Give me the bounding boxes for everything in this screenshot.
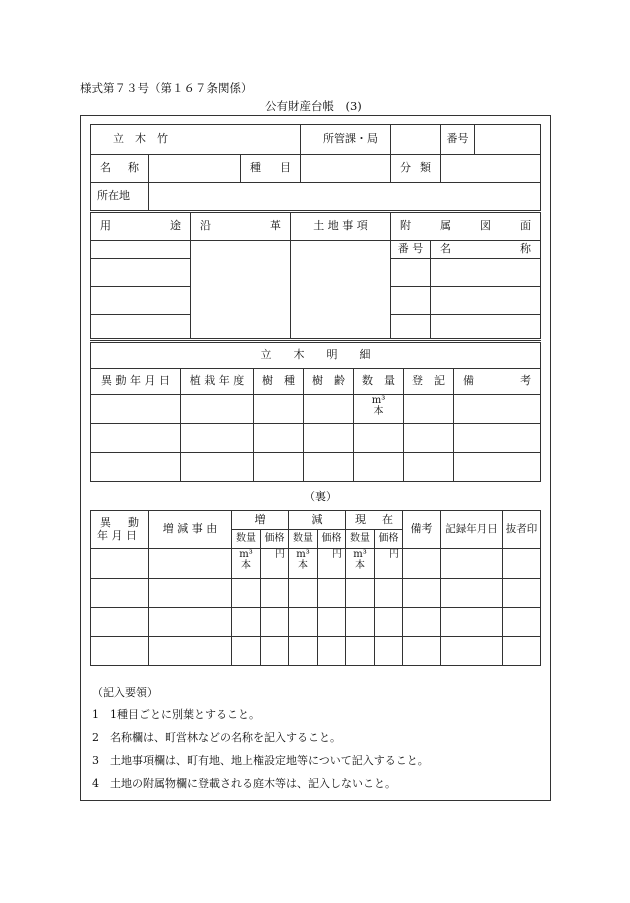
back-current-1: 現 xyxy=(355,512,366,526)
detail-header-date: 異 動 年 月 日 xyxy=(91,369,181,395)
detail-header-registry: 登 記 xyxy=(404,369,454,395)
detail-cell[interactable] xyxy=(404,424,454,453)
form-number: 様式第７３号（第１６７条関係） xyxy=(80,81,253,95)
attached-no-label: 番 号 xyxy=(391,241,431,259)
back-cell[interactable] xyxy=(232,637,261,666)
back-date-2: 動 xyxy=(128,515,139,529)
attached-label-1: 附 xyxy=(400,219,411,233)
detail-cell[interactable] xyxy=(354,453,404,482)
detail-cell[interactable] xyxy=(91,395,181,424)
back-qty-1: 数量 xyxy=(232,530,261,549)
number-label: 番号 xyxy=(441,125,475,155)
back-cell[interactable] xyxy=(289,608,318,637)
location-label: 所在地 xyxy=(91,183,149,211)
back-cell[interactable] xyxy=(232,579,261,608)
back-header-reason: 増 減 事 由 xyxy=(149,511,232,549)
attached-name-3[interactable] xyxy=(431,315,541,339)
attached-label-4: 面 xyxy=(520,219,531,233)
detail-header-note-2: 考 xyxy=(520,374,532,388)
back-cell[interactable] xyxy=(403,549,441,579)
use-cell-4[interactable] xyxy=(91,315,191,339)
detail-title: 立 木 明 細 xyxy=(91,342,541,369)
detail-cell[interactable] xyxy=(254,424,304,453)
back-cell[interactable] xyxy=(318,579,346,608)
back-cell[interactable] xyxy=(91,579,149,608)
type-label: 立 木 竹 xyxy=(91,125,301,155)
use-cell-2[interactable] xyxy=(91,259,191,287)
back-cell[interactable] xyxy=(318,637,346,666)
back-date-3: 年 月 日 xyxy=(97,528,137,542)
land-cell[interactable] xyxy=(291,241,391,339)
number-value[interactable] xyxy=(475,125,541,155)
attached-label-2: 属 xyxy=(440,219,451,233)
back-header-seal: 抜者印 xyxy=(503,511,541,549)
unit-hon: 本 xyxy=(373,406,384,417)
detail-cell[interactable] xyxy=(91,424,181,453)
back-cell[interactable] xyxy=(441,608,503,637)
attached-name-1[interactable] xyxy=(431,259,541,287)
back-qty-3: 数量 xyxy=(346,530,375,549)
use-cell-1[interactable] xyxy=(91,241,191,259)
back-cell[interactable] xyxy=(441,549,503,579)
kind-label-2: 目 xyxy=(280,161,291,175)
back-date-1: 異 xyxy=(100,515,111,529)
land-label: 土 地 事 項 xyxy=(291,213,391,241)
use-label-2: 途 xyxy=(170,219,181,233)
tree-detail-table xyxy=(90,340,541,482)
attached-name-label-1: 名 xyxy=(440,242,451,256)
back-cell[interactable] xyxy=(318,608,346,637)
back-cell[interactable] xyxy=(346,579,375,608)
unit-m3: m³ xyxy=(353,549,367,560)
back-qty-2: 数量 xyxy=(289,530,318,549)
unit-yen[interactable]: 円 xyxy=(261,549,289,579)
back-cell[interactable] xyxy=(403,637,441,666)
back-cell[interactable] xyxy=(91,549,149,579)
back-cell[interactable] xyxy=(375,579,403,608)
note-item-4: 4 土地の附属物欄に登載される庭木等は、記入しないこと。 xyxy=(92,777,396,790)
back-cell[interactable] xyxy=(441,579,503,608)
back-cell[interactable] xyxy=(441,637,503,666)
back-cell[interactable] xyxy=(346,637,375,666)
detail-cell[interactable] xyxy=(181,395,254,424)
top-table xyxy=(90,124,541,211)
note-item-2: 2 名称欄は、町営林などの名称を記入すること。 xyxy=(92,731,341,744)
history-label-2: 革 xyxy=(270,219,281,233)
back-cell[interactable] xyxy=(261,608,289,637)
back-cell[interactable] xyxy=(346,608,375,637)
attached-no-2[interactable] xyxy=(391,287,431,315)
detail-cell[interactable] xyxy=(304,424,354,453)
detail-cell[interactable] xyxy=(304,395,354,424)
back-price-3: 価格 xyxy=(375,530,403,549)
detail-cell[interactable] xyxy=(404,453,454,482)
detail-header-age: 樹 齢 xyxy=(304,369,354,395)
form-title: 公有財産台帳 (3) xyxy=(265,99,362,113)
back-label: （裏） xyxy=(304,490,337,503)
back-cell[interactable] xyxy=(375,637,403,666)
back-cell[interactable] xyxy=(289,579,318,608)
detail-cell[interactable] xyxy=(181,424,254,453)
detail-cell[interactable] xyxy=(404,395,454,424)
back-cell[interactable] xyxy=(503,549,541,579)
back-cell[interactable] xyxy=(503,637,541,666)
attached-name-2[interactable] xyxy=(431,287,541,315)
detail-cell[interactable] xyxy=(354,424,404,453)
unit-hon: 本 xyxy=(241,560,251,571)
use-cell-3[interactable] xyxy=(91,287,191,315)
back-cell[interactable] xyxy=(503,608,541,637)
attached-no-1[interactable] xyxy=(391,259,431,287)
detail-header-year: 植 栽 年 度 xyxy=(181,369,254,395)
detail-cell[interactable] xyxy=(454,424,541,453)
back-cell[interactable] xyxy=(261,637,289,666)
back-header-note: 備考 xyxy=(403,511,441,549)
class-label-2: 類 xyxy=(420,161,431,175)
detail-cell[interactable] xyxy=(91,453,181,482)
back-unit-qty[interactable] xyxy=(289,549,318,579)
back-current-2: 在 xyxy=(382,512,393,526)
back-cell[interactable] xyxy=(91,608,149,637)
detail-cell[interactable] xyxy=(304,453,354,482)
detail-header-note-1: 備 xyxy=(463,374,474,388)
name-label-2: 称 xyxy=(128,161,139,175)
kind-value[interactable] xyxy=(301,155,391,183)
back-cell[interactable] xyxy=(503,579,541,608)
back-cell[interactable] xyxy=(149,608,232,637)
unit-yen[interactable]: 円 xyxy=(375,549,403,579)
attached-label-3: 図 xyxy=(480,219,491,233)
detail-cell[interactable] xyxy=(254,453,304,482)
back-cell[interactable] xyxy=(375,608,403,637)
use-history-table xyxy=(90,212,541,339)
attached-name-label-2: 称 xyxy=(520,242,531,256)
unit-hon: 本 xyxy=(298,560,308,571)
back-cell[interactable] xyxy=(149,637,232,666)
back-unit-qty[interactable] xyxy=(346,549,375,579)
class-label-1: 分 xyxy=(400,161,411,175)
kind-label-1: 種 xyxy=(250,161,261,175)
detail-quantity-unit[interactable] xyxy=(354,395,404,424)
detail-cell[interactable] xyxy=(454,395,541,424)
back-cell[interactable] xyxy=(149,579,232,608)
unit-m3: m³ xyxy=(239,549,253,560)
back-cell[interactable] xyxy=(261,579,289,608)
detail-header-species: 樹 種 xyxy=(254,369,304,395)
history-label-1: 沿 xyxy=(200,219,211,233)
location-value[interactable] xyxy=(149,183,541,211)
back-cell[interactable] xyxy=(91,637,149,666)
dept-label: 所管課・局 xyxy=(301,125,391,155)
detail-cell[interactable] xyxy=(454,453,541,482)
note-item-3: 3 土地事項欄は、町有地、地上権設定地等について記入すること。 xyxy=(92,754,429,767)
detail-cell[interactable] xyxy=(254,395,304,424)
back-cell[interactable] xyxy=(403,608,441,637)
class-value[interactable] xyxy=(441,155,541,183)
unit-hon: 本 xyxy=(355,560,365,571)
back-unit-qty[interactable] xyxy=(232,549,261,579)
use-label-1: 用 xyxy=(100,219,111,233)
back-cell[interactable] xyxy=(403,579,441,608)
back-header-increase: 増 xyxy=(232,511,289,530)
attached-no-3[interactable] xyxy=(391,315,431,339)
back-table xyxy=(90,510,541,666)
dept-value[interactable] xyxy=(391,125,441,155)
back-header-date xyxy=(91,511,149,549)
back-header-decrease: 減 xyxy=(289,511,346,530)
name-value[interactable] xyxy=(149,155,241,183)
notes-heading: （記入要領） xyxy=(92,686,158,699)
back-cell[interactable] xyxy=(232,608,261,637)
name-label-1: 名 xyxy=(100,161,111,175)
unit-m3: m³ xyxy=(371,395,386,406)
note-item-1: 1 1種目ごとに別葉とすること。 xyxy=(92,708,260,721)
unit-yen[interactable]: 円 xyxy=(318,549,346,579)
detail-cell[interactable] xyxy=(181,453,254,482)
unit-m3: m³ xyxy=(296,549,310,560)
back-price-2: 価格 xyxy=(318,530,346,549)
back-cell[interactable] xyxy=(289,637,318,666)
history-cell[interactable] xyxy=(191,241,291,339)
detail-header-quantity: 数 量 xyxy=(354,369,404,395)
back-cell[interactable] xyxy=(149,549,232,579)
back-price-1: 価格 xyxy=(261,530,289,549)
back-header-record: 記録年月日 xyxy=(441,511,503,549)
